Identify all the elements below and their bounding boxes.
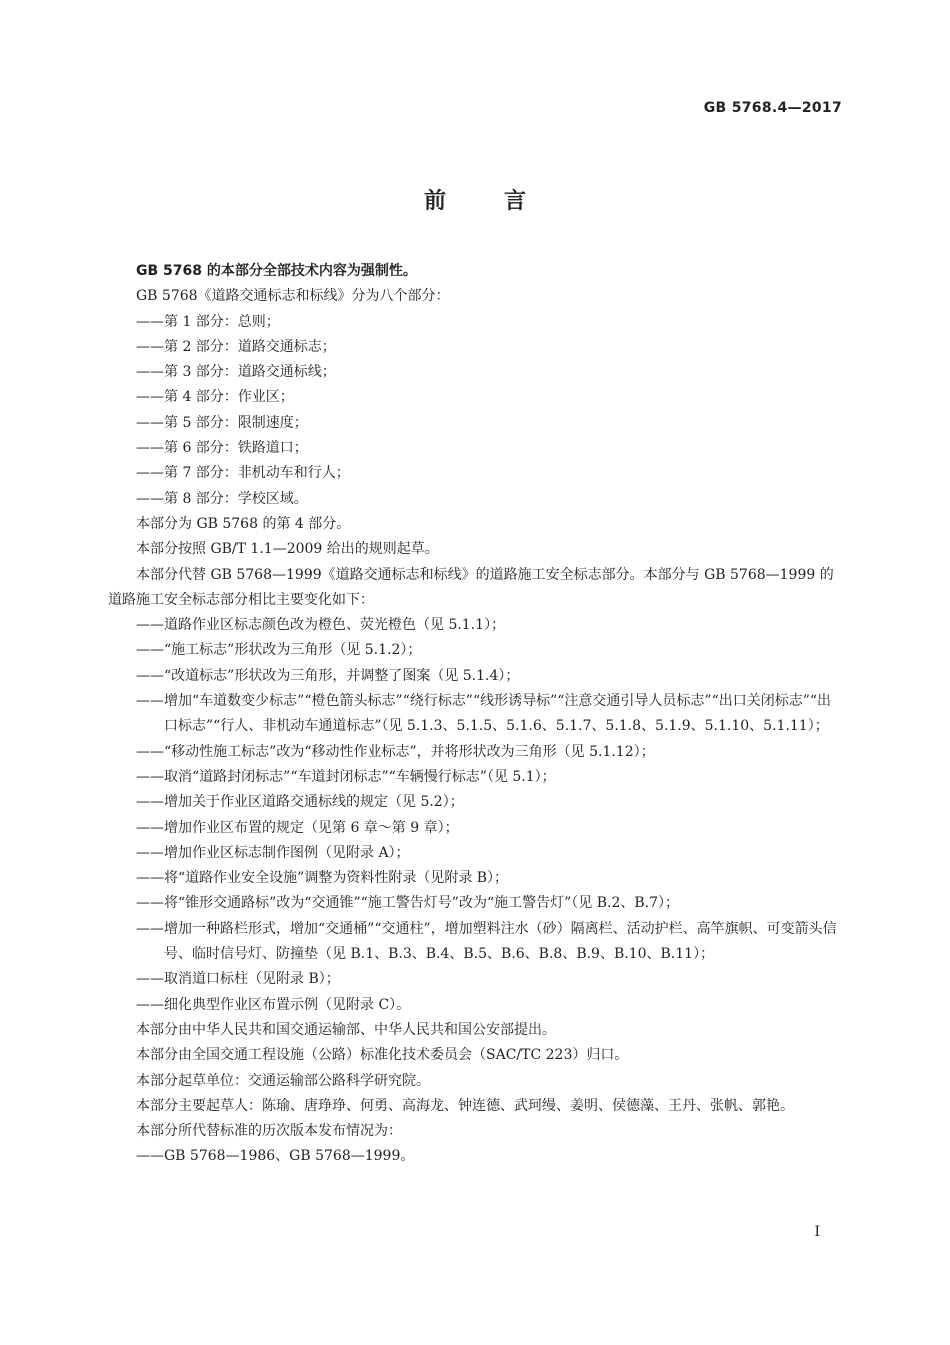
list-item: ——第 6 部分：铁路道口；	[136, 440, 308, 457]
list-item: ——“改道标志”形状改为三角形，并调整了图案（见 5.1.4）；	[136, 667, 520, 684]
list-item: ——道路作业区标志颜色改为橙色、荧光橙色（见 5.1.1）；	[136, 617, 506, 634]
list-item: ——“施工标志”形状改为三角形（见 5.1.2）；	[136, 642, 422, 659]
list-item: ——第 8 部分：学校区域。	[136, 490, 308, 507]
paragraph: 本部分代替 GB 5768—1999《道路交通标志和标线》的道路施工安全标志部分。本部分与 GB 5768—1999 的道路施工安全标志部分相比主要变化如下：	[108, 566, 834, 608]
list-item: ——将“锥形交通路标”改为“交通锥”“施工警告灯号”改为“施工警告灯”（见 B.2、B.7）；	[136, 895, 679, 912]
page-title: 前言	[423, 189, 584, 214]
paragraph: 本部分由全国交通工程设施（公路）标准化技术委员会（SAC/TC 223）归口。	[136, 1047, 629, 1064]
list-item: ——第 7 部分：非机动车和行人；	[136, 465, 350, 482]
list-item: ——增加作业区布置的规定（见第 6 章～第 9 章）；	[136, 819, 459, 836]
list-item: ——取消道口标柱（见附录 B）；	[136, 971, 340, 988]
paragraph: GB 5768《道路交通标志和标线》分为八个部分：	[136, 288, 450, 305]
list-item: ——取消“道路封闭标志”“车道封闭标志”“车辆慢行标志”（见 5.1）；	[136, 768, 556, 785]
paragraph: 本部分为 GB 5768 的第 4 部分。	[136, 515, 351, 532]
list-item: ——第 4 部分：作业区；	[136, 389, 294, 406]
list-item: ——第 3 部分：道路交通标线；	[136, 364, 336, 381]
paragraph: 本部分按照 GB/T 1.1—2009 给出的规则起草。	[136, 541, 439, 558]
paragraph: GB 5768 的本部分全部技术内容为强制性。	[136, 263, 417, 279]
document-body	[108, 259, 842, 1170]
standard-number: GB 5768.4—2017	[703, 100, 842, 116]
list-item: ——增加“车道数变少标志”“橙色箭头标志”“绕行标志”“线形诱导标”“注意交通引导人员标志”“出口关闭标志”“出口标志”“行人、非机动车通道标志”（见 5.1.3、5.1.5、5.1.6、5.1.7、5.1.8、5.1.9、5.1.10、5.1.11）；	[136, 693, 832, 735]
page-number: I	[814, 1224, 820, 1240]
list-item: ——将“道路作业安全设施”调整为资料性附录（见附录 B）；	[136, 870, 509, 887]
paragraph: 本部分由中华人民共和国交通运输部、中华人民共和国公安部提出。	[136, 1021, 556, 1038]
list-item: ——GB 5768—1986、GB 5768—1999。	[136, 1148, 415, 1165]
list-item: ——增加作业区标志制作图例（见附录 A）；	[136, 844, 410, 861]
list-item: ——第 2 部分：道路交通标志；	[136, 338, 336, 355]
paragraph: 本部分主要起草人：陈瑜、唐琤琤、何勇、高海龙、钟连德、武珂缦、姜明、侯德藻、王丹、张帆、郭艳。	[136, 1097, 794, 1114]
paragraph: 本部分起草单位：交通运输部公路科学研究院。	[136, 1072, 430, 1089]
list-item: ——第 5 部分：限制速度；	[136, 414, 308, 431]
list-item: ——增加一种路栏形式，增加“交通桶”“交通柱”，增加塑料注水（砂）隔离栏、活动护栏、高竿旗帜、可变箭头信号、临时信号灯、防撞垫（见 B.1、B.3、B.4、B.5、B.6、B.8、B.9、B.10、B.11）；	[136, 920, 837, 963]
list-item: ——增加关于作业区道路交通标线的规定（见 5.2）；	[136, 794, 464, 811]
paragraph: 本部分所代替标准的历次版本发布情况为：	[136, 1123, 402, 1140]
list-item: ——“移动性施工标志”改为“移动性作业标志”，并将形状改为三角形（见 5.1.12）；	[136, 743, 655, 760]
list-item: ——第 1 部分：总则；	[136, 313, 280, 330]
list-item: ——细化典型作业区布置示例（见附录 C）。	[136, 996, 411, 1013]
